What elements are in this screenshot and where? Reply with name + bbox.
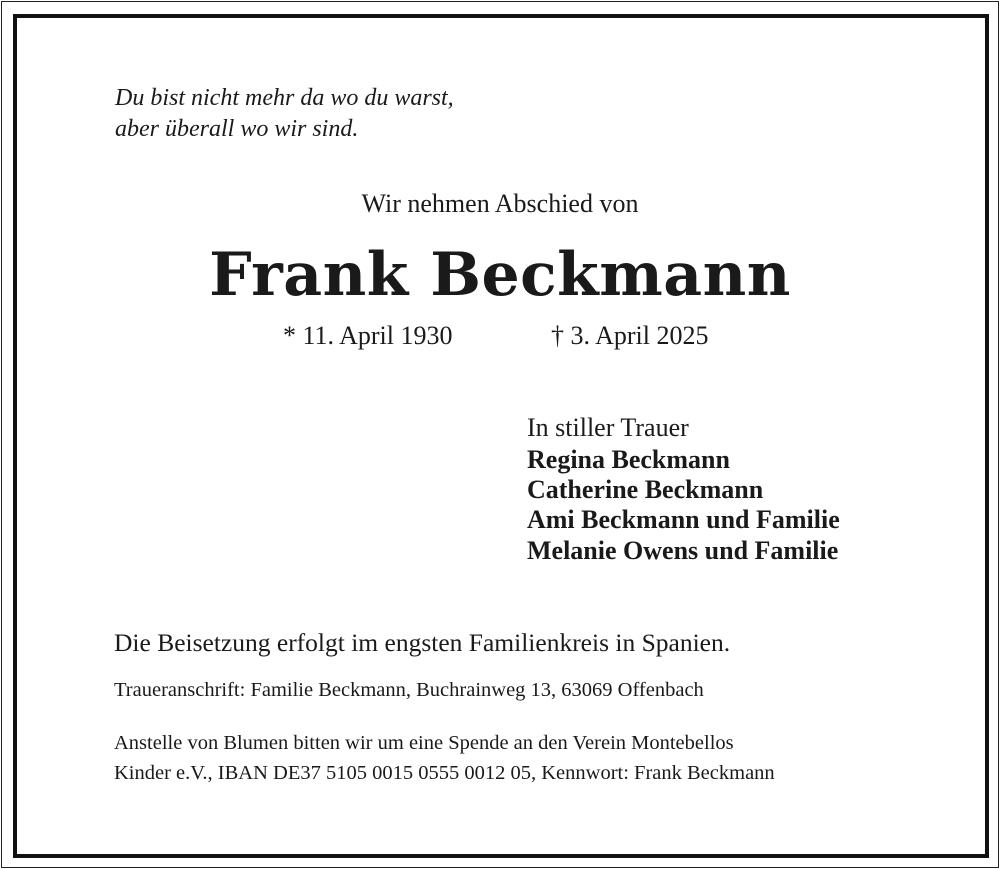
donation-line-2: Kinder e.V., IBAN DE37 5105 0015 0555 0012 05, Kennwort: Frank Beckmann	[114, 762, 775, 784]
burial-notice: Die Beisetzung erfolgt im engsten Familienkreis in Spanien.	[114, 628, 731, 657]
quote-line-2: aber überall wo wir sind.	[115, 116, 359, 142]
birth-date: * 11. April 1930	[283, 321, 453, 350]
death-date: † 3. April 2025	[551, 321, 709, 350]
mourner-name: Melanie Owens und Familie	[527, 536, 839, 565]
mourner-name: Regina Beckmann	[527, 445, 730, 474]
intro-text: Wir nehmen Abschied von	[361, 189, 639, 218]
mourner-name: Ami Beckmann und Familie	[527, 505, 840, 534]
mourning-address: Traueranschrift: Familie Beckmann, Buchrainweg 13, 63069 Offenbach	[114, 679, 704, 701]
mourning-title: In stiller Trauer	[527, 413, 689, 442]
donation-line-1: Anstelle von Blumen bitten wir um eine Spende an den Verein Montebellos	[114, 732, 734, 754]
mourner-name: Catherine Beckmann	[527, 475, 764, 504]
deceased-name: Frank Beckmann	[209, 240, 791, 310]
quote-line-1: Du bist nicht mehr da wo du warst,	[115, 85, 454, 111]
